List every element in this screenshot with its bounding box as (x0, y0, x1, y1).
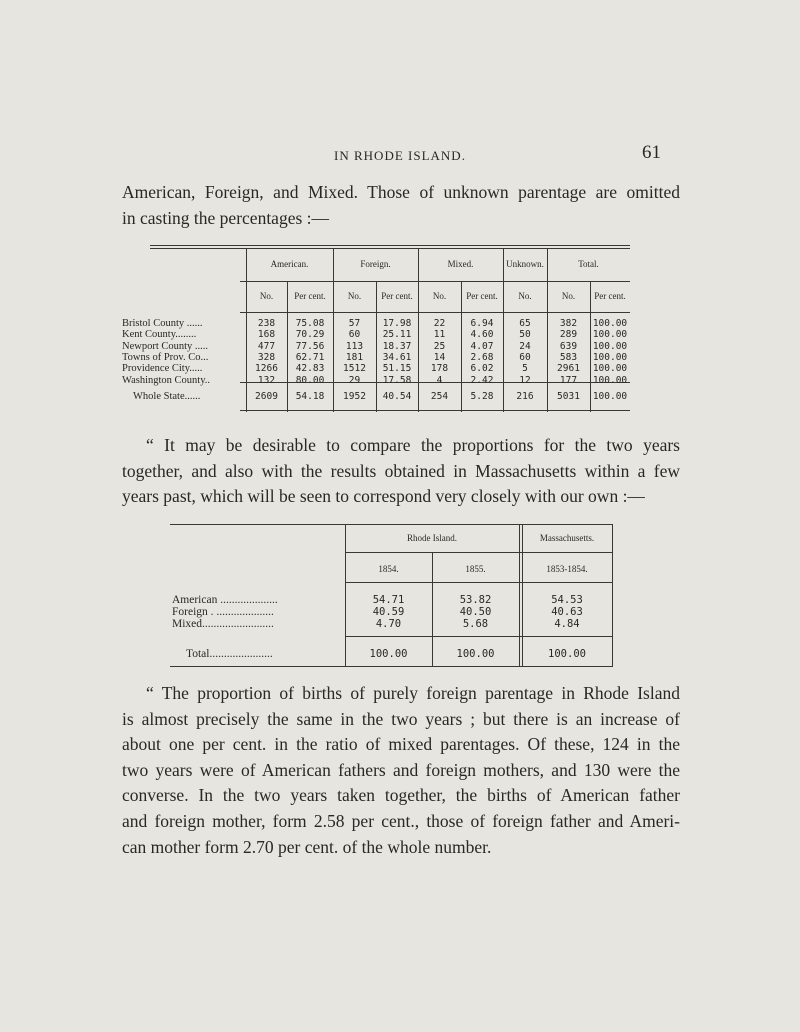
table1-cell: 1512 (343, 363, 366, 375)
table1-cell: 2.68 (470, 351, 494, 363)
table2-cell: 40.50 (459, 606, 492, 618)
table2-row-label: Foreign . .................... (172, 606, 274, 618)
table1-cell: 113 (345, 340, 364, 352)
table1-cell: 100.00 (592, 363, 628, 375)
table1-row-label: Towns of Prov. Co... (122, 351, 209, 363)
table1-cell: 100.00 (592, 391, 628, 402)
table2-cell: 100.00 (548, 648, 586, 660)
table1-cell: 25 (433, 340, 446, 352)
table1-cell: 100.00 (592, 374, 628, 386)
table2-group-header: Rhode Island. (407, 533, 457, 543)
table1-cell: 18.37 (382, 340, 412, 352)
table1-top-rule (150, 248, 630, 249)
table1-cell: 65 (519, 318, 531, 329)
table1-cell: 100.00 (592, 329, 628, 341)
table2-cell: 5.68 (462, 618, 489, 630)
table1-row-label: Providence City..... (122, 363, 203, 375)
table2-cell: 100.00 (456, 648, 495, 660)
table1-cell: 75.08 (295, 318, 325, 329)
conclusion-paragraph (122, 681, 680, 860)
table2-cell: 40.59 (372, 606, 405, 618)
table1-cell: 4.07 (470, 340, 494, 352)
table2-cell: 54.53 (551, 594, 583, 606)
table2-row-label: Mixed......................... (172, 618, 274, 630)
table1-bottom-rule (240, 410, 630, 411)
table1-cell: 2.42 (470, 374, 494, 386)
table2-total-rule (345, 636, 613, 637)
table1-cell: 17.98 (382, 318, 412, 329)
table1-cell: 34.61 (382, 351, 412, 363)
table2-cell: 4.70 (375, 618, 402, 630)
table2-subheader: 1853-1854. (546, 564, 588, 574)
table1-cell: 289 (559, 329, 578, 341)
table1-cell: 181 (345, 351, 364, 363)
page-number: 61 (642, 142, 661, 163)
table1-subheader: Per cent. (466, 291, 498, 301)
table2-cell: 100.00 (369, 648, 408, 660)
intro-line: American, Foreign, and Mixed. Those of unknown parentage are omitted (122, 182, 680, 202)
table1-subheader: No. (518, 291, 532, 301)
table1-cell: 17.58 (382, 374, 412, 386)
table1-row-label: Washington County.. (122, 374, 211, 386)
table2-header-rule (345, 552, 613, 553)
para-line: “ The proportion of births of purely foreign parentage in Rhode Island (146, 683, 680, 703)
table1-cell: 254 (430, 391, 449, 402)
para-line: about one per cent. in the ratio of mixed parentages. Of these, 124 in the (122, 734, 680, 755)
para-line: two years were of American fathers and foreign mothers, and 130 were the (122, 759, 680, 780)
table2-total-label: Total...................... (186, 648, 273, 660)
table1-cell: 54.18 (295, 391, 325, 402)
table1-cell: 50 (519, 329, 531, 341)
table1-cell: 5 (522, 363, 528, 375)
table1-cell: 6.02 (470, 363, 494, 375)
table1-cell: 25.11 (382, 329, 412, 341)
table1-cell: 100.00 (592, 340, 628, 352)
table1-cell: 639 (559, 340, 578, 352)
table1-subheader: Per cent. (594, 291, 626, 301)
table1-subheader: Per cent. (294, 291, 326, 301)
table2-cell: 53.82 (459, 594, 492, 606)
para-line: is almost precisely the same in the two years ; but there is an increase of (122, 708, 680, 729)
table1-cell: 5.28 (470, 391, 494, 402)
para-line: together, and also with the results obtained in Massachusetts within a few (122, 460, 680, 481)
table2-subheader-rule (345, 582, 613, 583)
table1-cell: 477 (257, 340, 276, 352)
table1-cell: 60 (519, 351, 531, 363)
table1-top-rule (150, 245, 630, 246)
table1-cell: 1952 (343, 391, 366, 402)
table2-col-rule (519, 524, 520, 666)
table1-group-header: Unknown. (506, 259, 544, 269)
table1-cell: 132 (257, 374, 276, 386)
table1-group-header: American. (270, 259, 309, 269)
table1-cell: 11 (433, 329, 446, 341)
para-line: years past, which will be seen to correspond very closely with our own :— (122, 486, 645, 506)
table1-cell: 177 (559, 374, 578, 386)
running-head: IN RHODE ISLAND. (334, 148, 466, 163)
table1-cell: 70.29 (295, 329, 325, 341)
table1-cell: 80.00 (295, 374, 325, 386)
para-line: and foreign mother, form 2.58 per cent., those of foreign father and Ameri- (122, 810, 680, 831)
table1-subheader-rule (240, 312, 630, 313)
table1-subheader: No. (561, 291, 576, 301)
table1-cell: 100.00 (592, 351, 628, 363)
intro-line: in casting the percentages :— (122, 207, 330, 228)
table1-cell: 14 (433, 351, 446, 363)
table1-cell: 5031 (557, 391, 580, 402)
table1-subheader: No. (432, 291, 447, 301)
table2-subheader: 1855. (465, 564, 486, 574)
table1-cell: 12 (519, 374, 531, 386)
table1-cell: 6.94 (470, 318, 494, 329)
table1-cell: 2609 (255, 391, 278, 402)
table2-subheader: 1854. (378, 564, 399, 574)
table1-row-label: Newport County ..... (122, 340, 209, 352)
table1-subheader: Per cent. (381, 291, 413, 301)
table1-group-header: Total. (578, 259, 599, 269)
para-line: “ It may be desirable to compare the proportions for the two years (146, 435, 680, 455)
table1-subheader: No. (347, 291, 362, 301)
table1-cell: 2961 (557, 363, 580, 375)
table2-row-label: American .................... (172, 594, 278, 606)
table1-cell: 62.71 (295, 351, 325, 363)
table1-cell: 4.60 (470, 329, 494, 341)
table1-cell: 216 (516, 391, 534, 402)
table1-cell: 24 (519, 340, 531, 352)
table1-cell: 168 (257, 329, 276, 341)
table1-cell: 40.54 (382, 391, 412, 402)
table2-cell: 54.71 (372, 594, 405, 606)
table1-cell: 29 (348, 374, 361, 386)
table1-cell: 77.56 (295, 340, 325, 352)
table1-cell: 100.00 (592, 318, 628, 329)
comparison-paragraph (122, 433, 680, 510)
table1-cell: 583 (559, 351, 578, 363)
table1-cell: 328 (257, 351, 276, 363)
table1-cell: 60 (348, 329, 361, 341)
table1-cell: 22 (433, 318, 446, 329)
table1-cell: 238 (257, 318, 276, 329)
table1-total-label: Whole State...... (133, 391, 201, 402)
table2-cell: 4.84 (554, 618, 580, 630)
intro-paragraph (122, 180, 680, 231)
table1-header-rule (240, 281, 630, 282)
table1-group-header: Mixed. (447, 259, 474, 269)
table2-cell: 40.63 (551, 606, 583, 618)
table2-top-rule (170, 524, 613, 525)
para-line: converse. In the two years taken together, the births of American father (122, 785, 680, 806)
table2-group-header: Massachusetts. (539, 533, 595, 543)
table1-cell: 178 (430, 363, 449, 375)
table1-subheader: No. (259, 291, 274, 301)
table1-cell: 1266 (255, 363, 278, 375)
table1-cell: 382 (559, 318, 578, 329)
table1-cell: 57 (348, 318, 361, 329)
table2-bottom-rule (170, 666, 613, 667)
table2-col-rule (612, 524, 613, 666)
table1-row-label: Kent County........ (122, 329, 197, 341)
table1-group-header: Foreign. (360, 259, 391, 269)
table1-cell: 51.15 (382, 363, 412, 375)
para-line: can mother form 2.70 per cent. of the whole number. (122, 836, 492, 857)
table1-cell: 4 (436, 374, 443, 386)
table1-row-label: Bristol County ...... (122, 318, 203, 329)
table1-cell: 42.83 (295, 363, 325, 375)
